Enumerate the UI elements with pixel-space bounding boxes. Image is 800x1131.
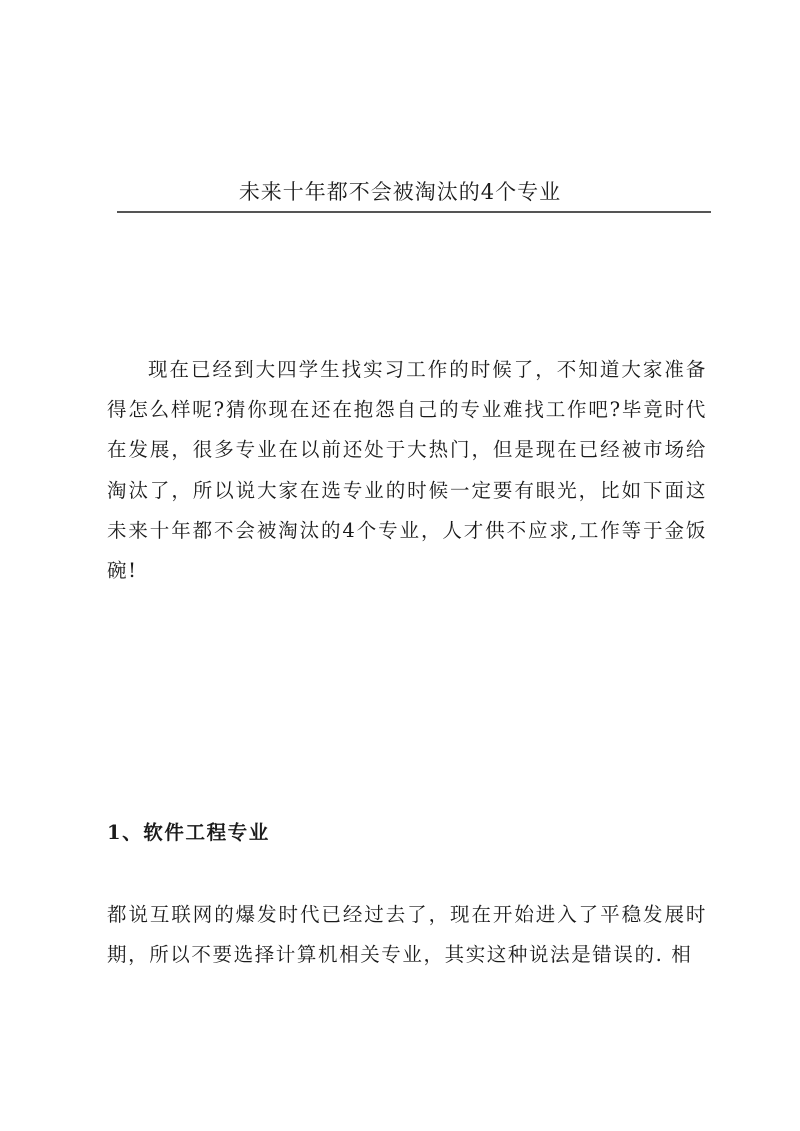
intro-paragraph: 现在已经到大四学生找实习工作的时候了，不知道大家准备得怎么样呢?猜你现在还在抱怨自己的专业难找工作吧?毕竟时代在发展，很多专业在以前还处于大热门，但是现在已经被市场给淘汰了，所以说大家在选专业的时候一定要有眼光，比如下面这未来十年都不会被淘汰的4个专业，人才供不应求,工作等于金饭碗! bbox=[107, 358, 707, 583]
document-title: 未来十年都不会被淘汰的4个专业 bbox=[238, 180, 562, 205]
section-heading-software-engineering: 1、软件工程专业 bbox=[107, 821, 270, 844]
section-paragraph-software-engineering: 都说互联网的爆发时代已经过去了，现在开始进入了平稳发展时期，所以不要选择计算机相关专业，其实这种说法是错误的. 相 bbox=[107, 903, 707, 967]
title-underline bbox=[117, 211, 711, 213]
